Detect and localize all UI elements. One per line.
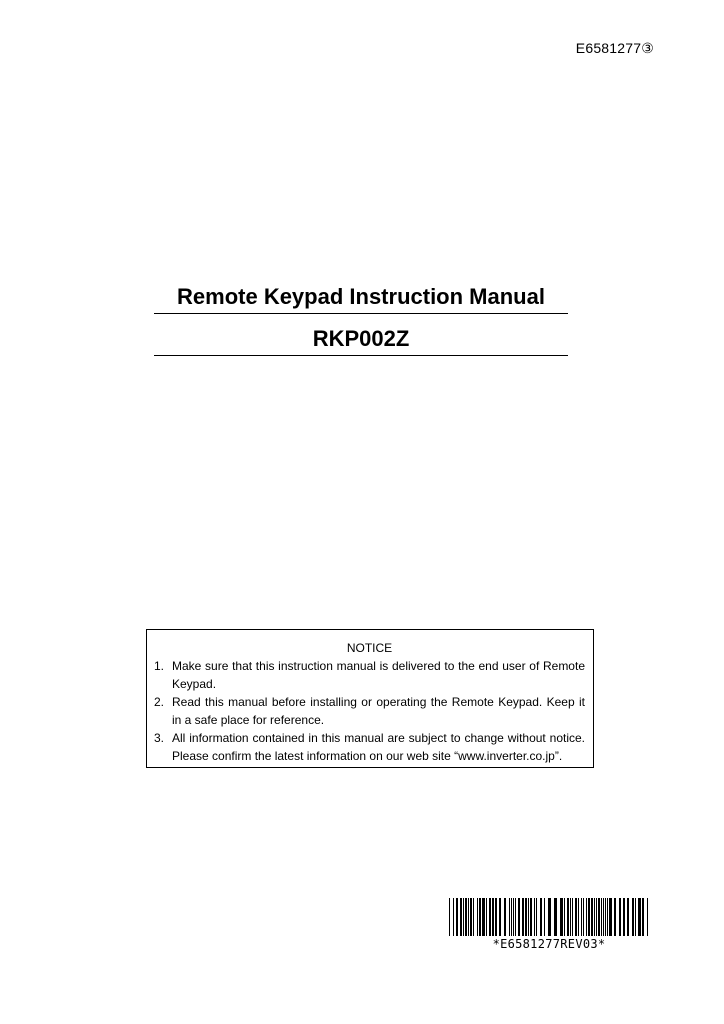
barcode-bar [530,898,532,936]
barcode-bar [609,898,612,936]
barcode-bar [540,898,542,936]
barcode-bar [460,898,462,936]
barcode-bar [456,898,458,936]
barcode-caption: *E6581277REV03* [492,937,606,951]
barcode-bar [614,898,616,936]
barcode-bar [647,898,648,936]
barcode-bar [513,898,514,936]
notice-item [154,693,585,729]
notice-item-text: Make sure that this instruction manual is delivered to the end user of Remote Keypad. [172,659,585,691]
barcode-bar [596,898,597,936]
barcode-bar [477,898,478,936]
barcode-bar [518,898,520,936]
barcode-bar [509,898,510,936]
barcode-bar [619,898,621,936]
barcode-bar [581,898,582,936]
barcode-bar [449,898,450,936]
barcode-bar [642,898,644,936]
barcode-bar [588,898,590,936]
barcode-bar [594,898,595,936]
notice-heading: NOTICE [346,641,393,655]
barcode-bar [544,898,545,936]
barcode-bar [578,898,579,936]
barcode-bar [598,898,600,936]
barcode-bar [583,898,584,936]
barcode-bar [489,898,491,936]
notice-item-number: 2. [154,695,165,709]
barcode-bar [482,898,485,936]
document-code: E6581277③ [575,40,654,56]
barcode-bar [495,898,497,936]
barcode-bar [463,898,464,936]
manual-title [154,284,568,314]
barcode-block [449,898,649,951]
barcode-bar [632,898,634,936]
barcode-bar [536,898,537,936]
barcode-bar [575,898,577,936]
barcode-bar [635,898,636,936]
barcode-bar [504,898,506,936]
barcode-bar [570,898,571,936]
barcode-bar [567,898,569,936]
barcode-bar [479,898,481,936]
barcode-bar [522,898,524,936]
notice-item [154,657,585,693]
barcode-bar [453,898,454,936]
notice-box [146,629,594,768]
notice-item-number: 1. [154,659,165,673]
barcode-bar [548,898,551,936]
barcode-bar [470,898,472,936]
model-number-text: RKP002Z [154,326,568,356]
barcode-bar [627,898,629,936]
barcode-bar [525,898,527,936]
barcode-bar [560,898,563,936]
barcode-bar [623,898,625,936]
barcode-bar [492,898,494,936]
barcode-bar [554,898,557,936]
barcode-bar [499,898,501,936]
notice-item [154,729,585,765]
barcode-bar [534,898,535,936]
notice-list [154,657,585,765]
barcode-bar [586,898,587,936]
barcode-bar [515,898,516,936]
barcode-bar [486,898,487,936]
barcode-bar [603,898,604,936]
barcode-bar [468,898,469,936]
notice-item-text: Read this manual before installing or operating the Remote Keypad. Keep it in a safe place for reference. [172,695,585,727]
barcode-bar [473,898,474,936]
model-number [154,326,568,356]
notice-item-text: All information contained in this manual are subject to change without notice. Please confirm the latest information on our web site “www.inverter.co.jp”. [172,731,585,763]
barcode-bar [465,898,467,936]
barcode-image [449,898,649,936]
barcode-bar [591,898,593,936]
barcode-bar [528,898,529,936]
manual-title-text: Remote Keypad Instruction Manual [154,284,568,314]
barcode-bar [572,898,573,936]
barcode-bar [511,898,512,936]
barcode-bar [638,898,641,936]
notice-item-number: 3. [154,731,165,745]
barcode-bar [601,898,602,936]
barcode-bar [607,898,608,936]
barcode-bar [605,898,606,936]
barcode-bar [564,898,565,936]
